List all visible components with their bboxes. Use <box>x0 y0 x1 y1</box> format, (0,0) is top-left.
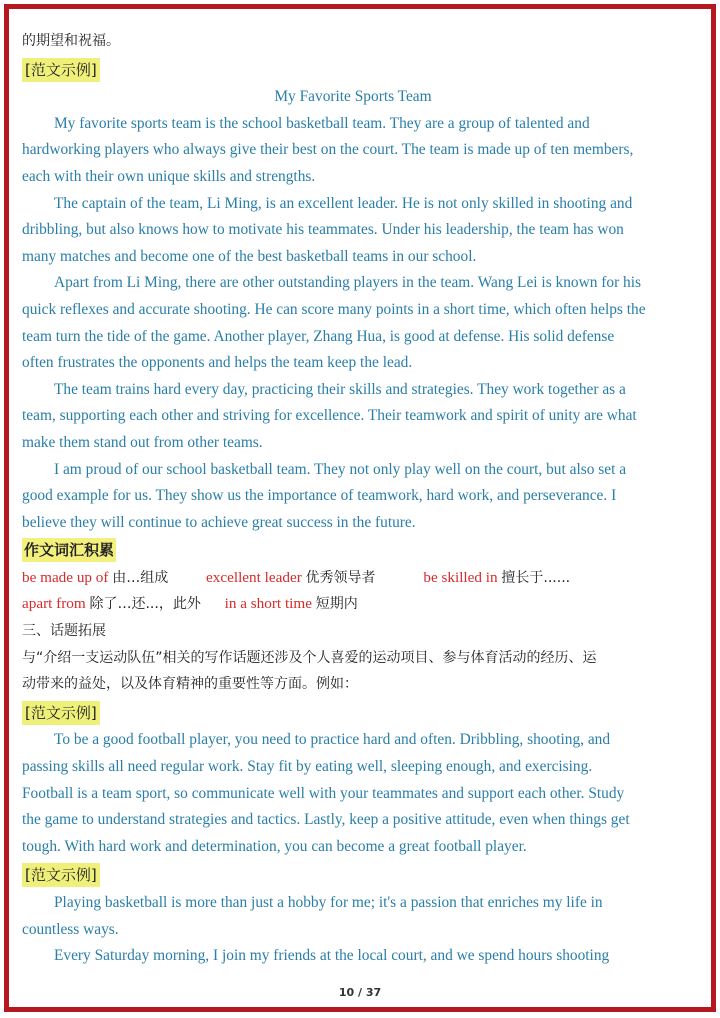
essay-line: The team trains hard every day, practicing their skills and strategies. They work together as a <box>54 380 626 398</box>
essay-line: good example for us. They show us the importance of teamwork, hard work, and perseverance. I <box>22 487 617 505</box>
essay-line: I am proud of our school basketball team. They not only play well on the court, but also set a <box>54 460 627 478</box>
sample-tag-3: [范文示例] <box>22 863 100 887</box>
essay-line: Apart from Li Ming, there are other outstanding players in the team. Wang Lei is known for his <box>54 274 642 292</box>
sample-tag-2: [范文示例] <box>22 701 100 725</box>
essay-line: many matches and become one of the best basketball teams in our school. <box>22 247 477 265</box>
top-line: 的期望和祝福。 <box>22 33 120 49</box>
essay-line: tough. With hard work and determination, you can become a great football player. <box>22 837 527 855</box>
essay-line: make them stand out from other teams. <box>22 433 263 451</box>
essay-line: passing skills all need regular work. Stay fit by eating well, sleeping enough, and exercising. <box>22 758 593 776</box>
page-number: 10 / 37 <box>338 986 382 999</box>
essay-line: Football is a team sport, so communicate well with your teammates and support each other. Study <box>22 784 625 802</box>
vocab-zh: 由…组成 <box>112 569 169 586</box>
vocab-row-2 <box>22 591 684 618</box>
vocab-row-1 <box>22 565 684 592</box>
essay-line: The captain of the team, Li Ming, is an excellent leader. He is not only skilled in shooting and <box>54 194 633 212</box>
essay-3-body <box>22 890 684 970</box>
essay-line: To be a good football player, you need to practice hard and often. Dribbling, shooting, and <box>54 731 611 749</box>
vocab-zh: 除了…还...，此外 <box>89 596 201 613</box>
essay-line: each with their own unique skills and strengths. <box>22 167 316 185</box>
essay-line: team, supporting each other and striving for excellence. Their teamwork and spirit of unity are what <box>22 407 637 425</box>
vocab-zh: 擅长于...... <box>501 569 571 586</box>
page-content <box>22 28 684 970</box>
essay-line: quick reflexes and accurate shooting. He can score many points in a short time, which often helps the <box>22 300 646 318</box>
essay-line: dribbling, but also knows how to motivate his teammates. Under his leadership, the team has won <box>22 221 624 239</box>
vocab-zh: 优秀领导者 <box>305 569 376 586</box>
essay-line: countless ways. <box>22 920 119 938</box>
vocab-en: excellent leader <box>206 568 302 586</box>
essay-line: My favorite sports team is the school basketball team. They are a group of talented and <box>54 114 590 132</box>
essay-line: hardworking players who always give their best on the court. The team is made up of ten members, <box>22 141 634 159</box>
essay-1-title: My Favorite Sports Team <box>274 88 432 106</box>
vocab-heading: 作文词汇积累 <box>22 538 116 562</box>
sample-tag-1: [范文示例] <box>22 58 100 82</box>
essay-1-body <box>22 111 684 537</box>
vocab-en: be skilled in <box>423 568 498 586</box>
essay-line: the game to understand strategies and tactics. Lastly, keep a positive attitude, even when things get <box>22 811 630 829</box>
section-3-heading: 三、话题拓展 <box>22 623 106 640</box>
vocab-en: be made up of <box>22 568 109 586</box>
vocab-en: in a short time <box>224 595 312 613</box>
essay-2-body <box>22 727 684 860</box>
vocab-en: apart from <box>22 595 86 613</box>
essay-line: team turn the tide of the game. Another player, Zhang Hua, is good at defense. His solid defense <box>22 327 615 345</box>
essay-line: Every Saturday morning, I join my friends at the local court, and we spend hours shooting <box>54 947 610 965</box>
vocab-zh: 短期内 <box>315 596 358 613</box>
essay-line: believe they will continue to achieve great success in the future. <box>22 513 416 531</box>
essay-1 <box>22 84 684 536</box>
section-3-intro-line: 与“介绍一支运动队伍”相关的写作话题还涉及个人喜爱的运动项目、参与体育活动的经历、运 <box>22 649 597 666</box>
section-3-intro-line: 动带来的益处，以及体育精神的重要性等方面。例如： <box>22 676 358 693</box>
essay-line: Playing basketball is more than just a hobby for me; it's a passion that enriches my life in <box>54 894 603 911</box>
essay-line: often frustrates the opponents and helps the team keep the lead. <box>22 354 413 372</box>
